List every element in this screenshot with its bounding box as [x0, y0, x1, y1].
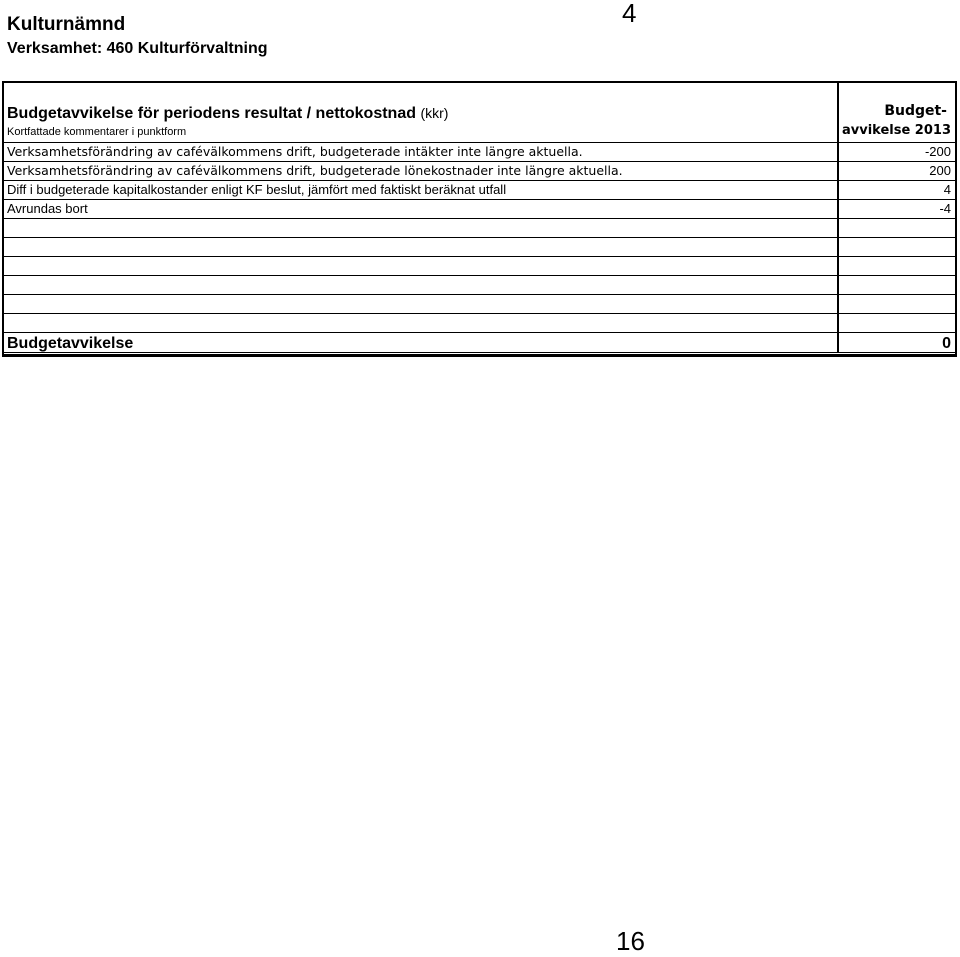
empty-row: [4, 257, 955, 276]
budget-table: [2, 81, 957, 357]
table-title-text: Budgetavvikelse för periodens resultat / nettokostnad: [7, 105, 416, 122]
empty-row: [4, 238, 955, 257]
unit-name: Verksamhet: 460 Kulturförvaltning: [7, 40, 268, 57]
column-header: [837, 83, 955, 142]
row-value: -200: [837, 143, 955, 161]
table-row: [4, 162, 955, 181]
empty-row: [4, 314, 955, 333]
empty-row: [4, 295, 955, 314]
table-header: [4, 83, 955, 143]
row-value: -4: [837, 200, 955, 218]
column-header-line2: avvikelse 2013: [841, 123, 951, 138]
total-value: 0: [837, 333, 955, 352]
table-row: [4, 181, 955, 200]
row-text: Diff i budgeterade kapitalkostander enligt KF beslut, jämfört med faktiskt beräknat utfall: [7, 182, 507, 197]
row-value: 200: [837, 162, 955, 180]
page-number: 16: [616, 926, 645, 956]
table-row: [4, 143, 955, 162]
column-header-line1: Budget-: [884, 103, 947, 119]
row-text: Avrundas bort: [7, 201, 88, 216]
top-number: 4: [622, 0, 637, 28]
table-subtitle: Kortfattade kommentarer i punktform: [7, 126, 187, 138]
table-title: [7, 105, 448, 123]
row-text: Verksamhetsförändring av cafévälkommens drift, budgeterade intäkter inte längre aktuella.: [7, 144, 583, 159]
org-name: Kulturnämnd: [7, 14, 126, 35]
empty-row: [4, 219, 955, 238]
row-value: 4: [837, 181, 955, 199]
total-label: Budgetavvikelse: [7, 335, 134, 352]
row-text: Verksamhetsförändring av cafévälkommens drift, budgeterade lönekostnader inte längre aktuella.: [7, 163, 623, 178]
total-row: [4, 333, 955, 355]
table-row: [4, 200, 955, 219]
table-header-left: [4, 83, 837, 142]
empty-row: [4, 276, 955, 295]
table-title-unit: (kkr): [420, 105, 449, 121]
